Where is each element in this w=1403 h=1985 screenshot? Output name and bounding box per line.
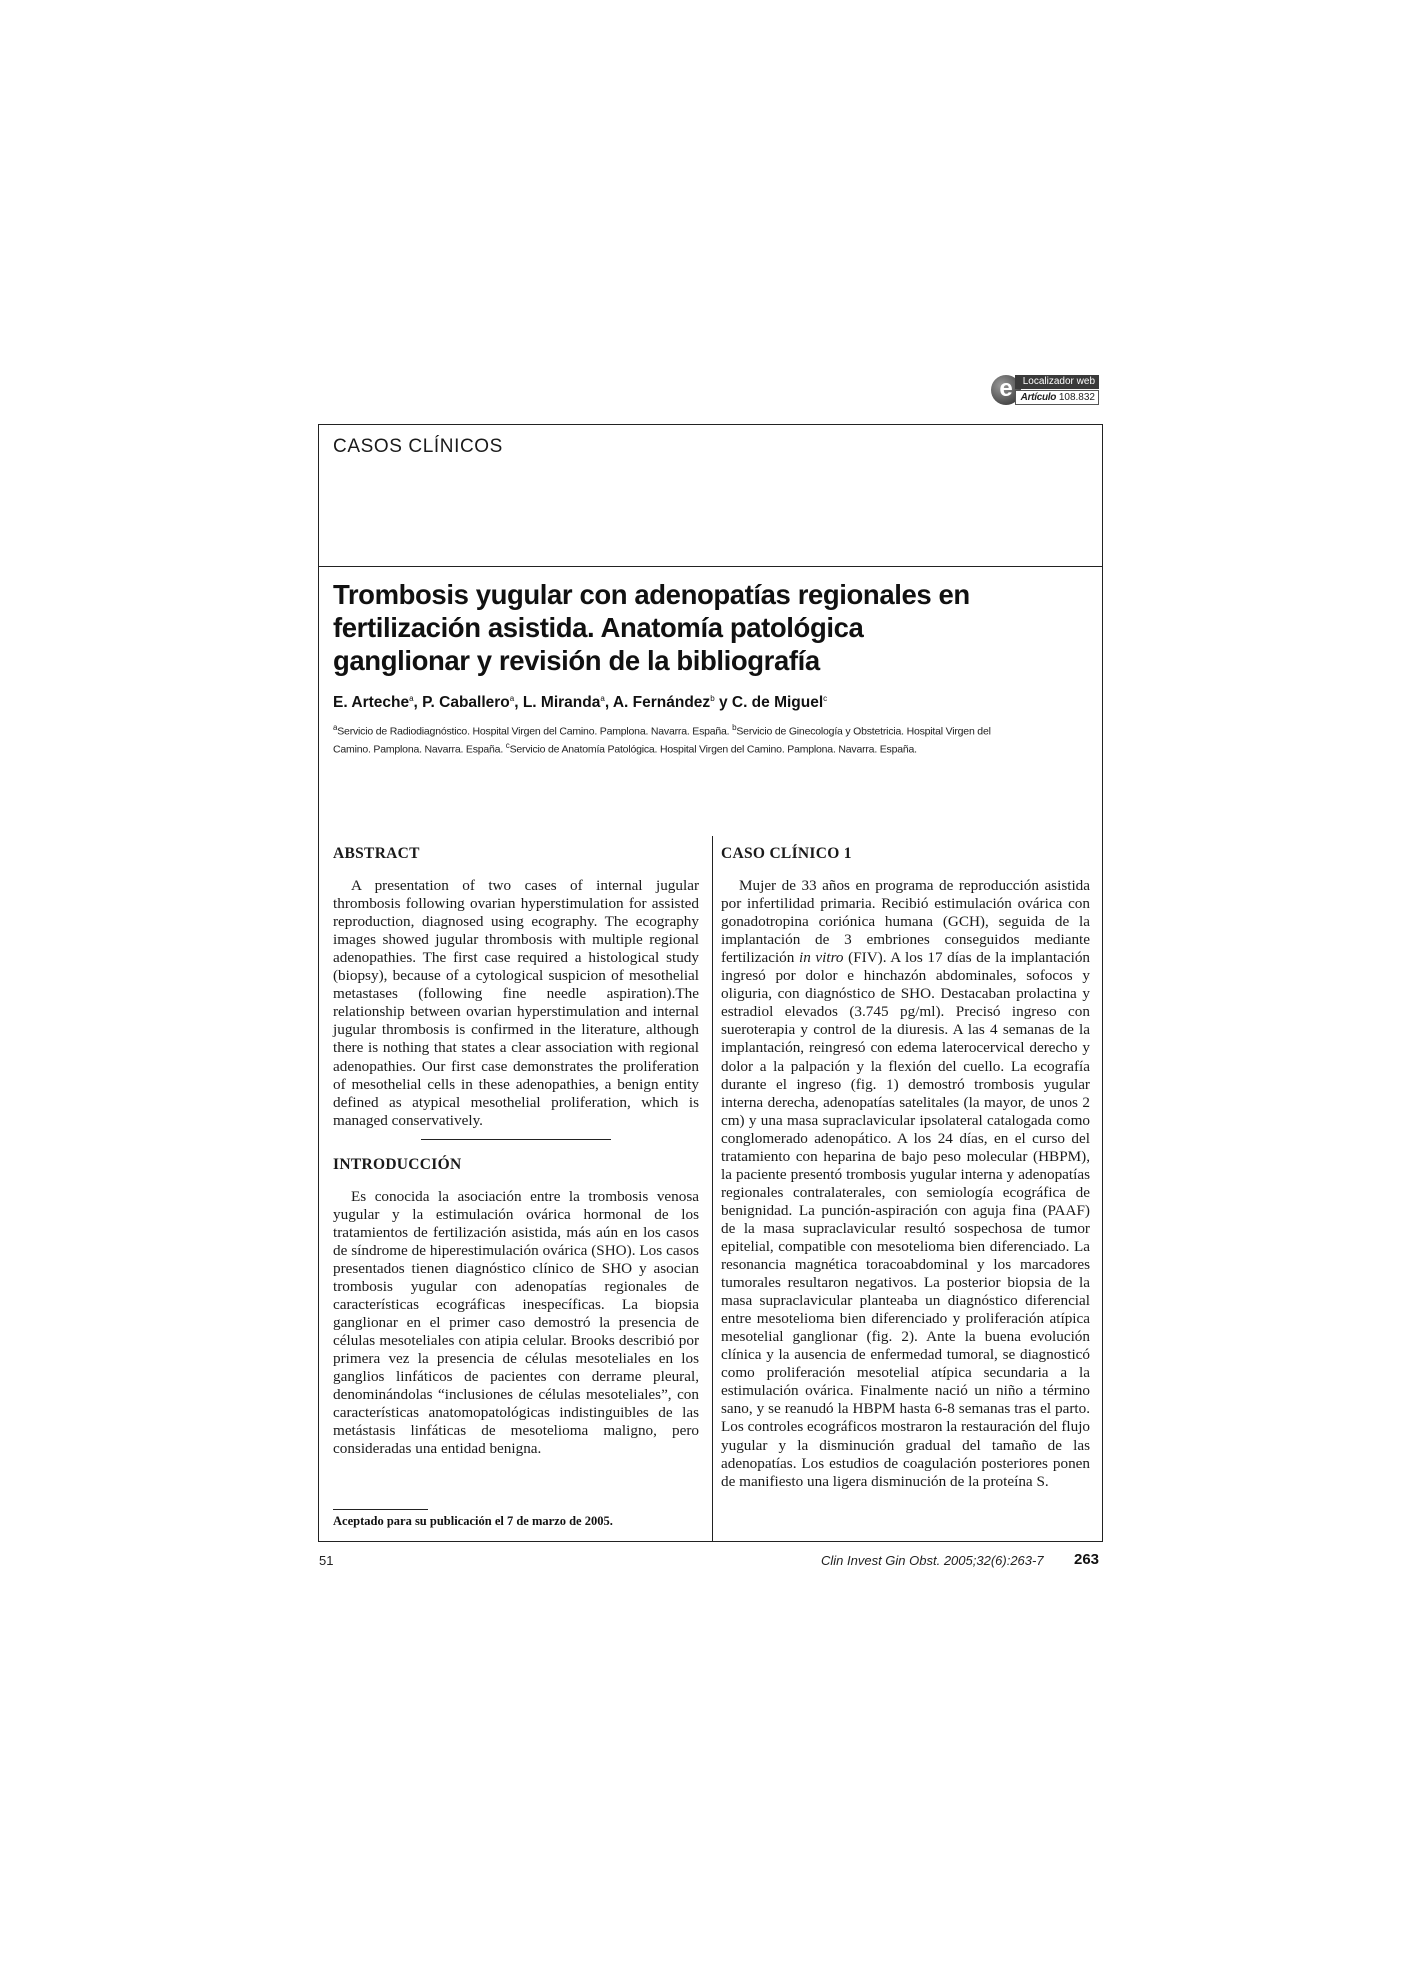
affiliation: Servicio de Radiodiagnóstico. Hospital Virgen del Camino. Pamplona. Navarra. España. — [337, 725, 730, 738]
acceptance-footnote: Aceptado para su publicación el 7 de marzo de 2005. — [333, 1514, 613, 1528]
journal-citation: Clin Invest Gin Obst. 2005;32(6):263-7 — [821, 1553, 1044, 1568]
article-title: Trombosis yugular con adenopatías regionales en fertilización asistida. Anatomía patológica ganglionar y revisión de la bibliografía — [333, 579, 970, 676]
author-sup: a — [600, 694, 605, 703]
affil-sup: c — [505, 740, 510, 750]
affiliations — [333, 721, 1013, 756]
author-sup: b — [710, 694, 715, 703]
author-name: P. Caballero — [422, 694, 510, 712]
intro-text: Es conocida la asociación entre la trombosis venosa yugular y la estimulación ovárica hormonal de los tratamientos de fertilización asistida, más aún en los casos de síndrome de hiperestimulación ovárica (SHO). Los casos presentados tienen diagnóstico clínico de SHO y asocian trombosis yugular con adenopatías regionales de características ecográficas inespecíficas. La biopsia ganglionar en el primer caso demostró la presencia de células mesoteliales con atipia celular. Brooks describió por primera vez la presencia de células mesoteliales en los ganglios linfáticos de pacientes con derrame pleural, denominándolas “inclusiones de células mesoteliales”, con características anatomopatológicas indistinguibles de las metástasis linfáticas de mesotelioma maligno, pero consideradas una entidad benigna. — [333, 1187, 699, 1458]
section-separator — [421, 1139, 611, 1140]
affil-sup: a — [333, 723, 338, 732]
badge-article-label: Artículo — [1020, 392, 1057, 403]
case-text-italic: in vitro — [798, 949, 844, 967]
author-name: A. Fernández — [612, 694, 711, 712]
left-column — [333, 845, 699, 1458]
e-globe-icon: e — [991, 375, 1021, 405]
case-heading: CASO CLÍNICO 1 — [721, 845, 852, 862]
case-text — [721, 877, 1090, 1491]
affiliation: Servicio de Ginecología y Obstetricia. Hospital Virgen del Camino. Pamplona. Navarra. España. — [333, 725, 991, 755]
web-locator-badge[interactable] — [991, 372, 1101, 412]
column-divider — [712, 836, 713, 1542]
abstract-heading: ABSTRACT — [333, 845, 420, 862]
author-sup: c — [823, 694, 828, 703]
case-text-part: (FIV). A los 17 días de la implantación ingresó por dolor e hinchazón abdominales, sofocos y oliguria, con diagnóstico de SHO. Destacaban prolactina y estradiol elevados (3.745 pg/ml). Precisó ingreso con sueroterapia y control de la diuresis. A las 4 semanas de la implantación, reingresó con edema laterocervical derecho y dolor a la palpación y la flexión del cuello. La ecografía durante el ingreso (fig. 1) demostró trombosis yugular interna derecha, adenopatías satelitales (la mayor, de unos 2 cm) y una masa supraclavicular ipsolateral catalogada como conglomerado adenopático. A los 24 días, en el curso del tratamiento con heparina de bajo peso molecular (HBPM), la paciente presentó trombosis yugular interna y adenopatías regionales contralaterales, con semiología ecográfica de benignidad. La punción-aspiración con aguja fina (PAAF) de la masa supraclavicular resultó sospechosa de tumor epitelial, compatible con mesotelioma bien diferenciado. La resonancia magnética toracoabdominal y los marcadores tumorales resultaron negativos. La posterior biopsia de la masa supraclavicular planteaba un diagnóstico diferencial entre mesotelioma bien diferenciado y proliferación atípica mesotelial ganglionar (fig. 2). Ante la buena evolución clínica y la ausencia de enfermedad tumoral, se diagnosticó como proliferación mesotelial atípica secundaria a la estimulación ovárica. Finalmente nació un niño a término sano, y se reanudó la HBPM hasta 6-8 semanas tras el parto. Los controles ecográficos mostraron la restauración del flujo yugular y la disminución gradual del tamaño de las adenopatías. Los estudios de coagulación posteriores ponen de manifiesto una ligera disminución de la proteína S. — [721, 949, 1091, 1490]
author-sup: a — [409, 694, 414, 703]
affiliation: Servicio de Anatomía Patológica. Hospital Virgen del Camino. Pamplona. Navarra. España. — [509, 743, 917, 755]
page-number-right: 263 — [1074, 1551, 1100, 1568]
right-column — [721, 845, 1090, 1491]
affil-sup: b — [732, 723, 737, 732]
badge-article-number: 108.832 — [1058, 392, 1095, 403]
author-name: E. Arteche — [333, 694, 410, 712]
intro-heading: INTRODUCCIÓN — [333, 1155, 462, 1173]
author-name: C. de Miguel — [731, 694, 824, 712]
page-number-left: 51 — [319, 1553, 334, 1568]
author-list: E. Arteche$^a$, P. Caballero$^a$, L. Miranda$^a$, A. Fernández$^b$ y C. de Miguel$^c$ — [333, 694, 828, 712]
author-sup: a — [509, 694, 515, 703]
badge-title: Localizador web — [1015, 375, 1099, 389]
badge-article — [1015, 390, 1099, 405]
section-label: CASOS CLÍNICOS — [333, 436, 503, 457]
case-text-part: Mujer de 33 años en programa de reproducción asistida por infertilidad primaria. Recibió estimulación ovárica con gonadotropina coriónica humana (GCH), seguida de la implantación de 3 embriones conseguidos mediante fertilización — [721, 877, 1090, 967]
footnote-rule — [333, 1509, 428, 1510]
author-name: L. Miranda — [522, 694, 601, 712]
abstract-text: A presentation of two cases of internal jugular thrombosis following ovarian hyperstimulation for assisted reproduction, diagnosed using ecography. The ecography images showed jugular thrombosis with multiple regional adenopathies. The first case required a histological study (biopsy), because of a cytological suspicion of mesothelial metastases (following fine needle aspiration).The relationship between ovarian hyperstimulation and internal jugular thrombosis is confirmed in the literature, although there is nothing that states a clear association with regional adenopathies. Our first case demonstrates the proliferation of mesothelial cells in these adenopathies, a benign entity defined as atypical mesothelial proliferation, which is managed conservatively. — [333, 877, 699, 1129]
